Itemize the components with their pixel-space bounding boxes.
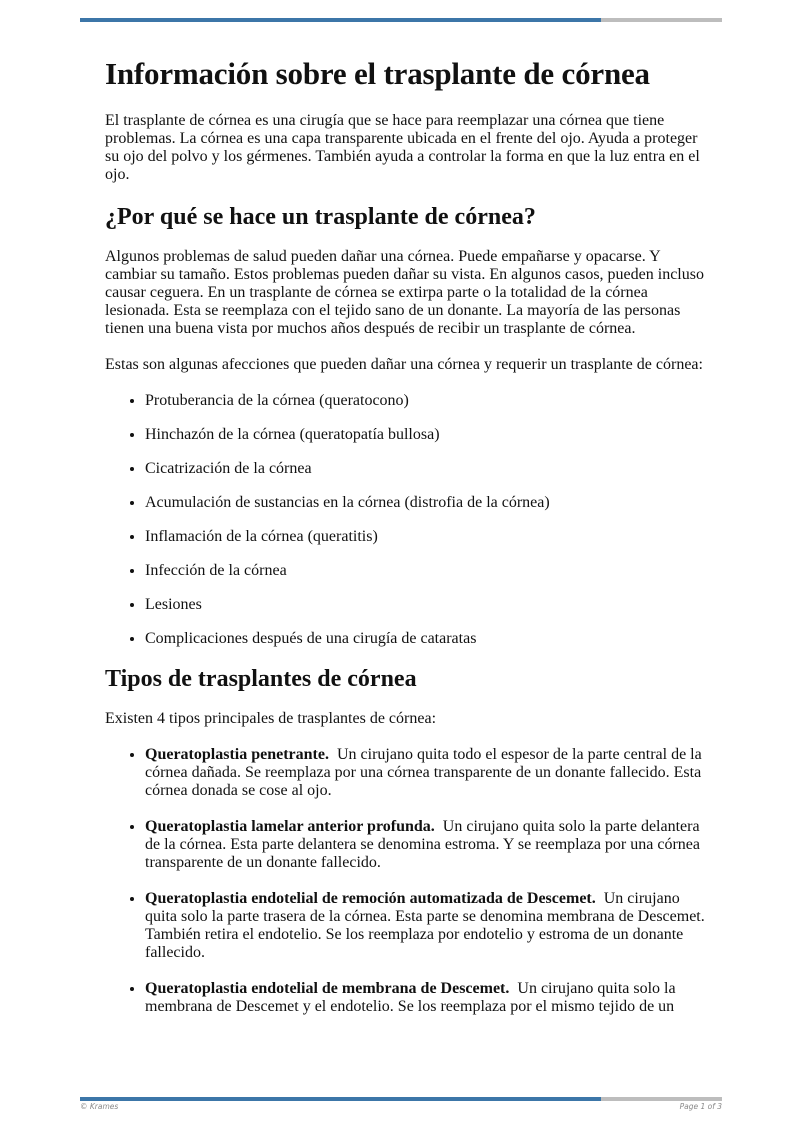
footer-rule-accent xyxy=(80,1097,601,1101)
type-name: Queratoplastia endotelial de membrana de Descemet. xyxy=(145,980,510,997)
page-title: Información sobre el trasplante de córnea xyxy=(105,56,650,91)
section-heading-types: Tipos de trasplantes de córnea xyxy=(105,666,417,692)
footer-rule-gray xyxy=(601,1097,722,1101)
list-item xyxy=(145,890,705,962)
type-description: Un cirujano quita solo la parte delantera de la córnea. Esta parte delantera se denomina estroma. Y se reemplaza por una córnea transparente de un donante fallecido. xyxy=(145,818,700,871)
type-name: Queratoplastia lamelar anterior profunda. xyxy=(145,818,435,835)
list-item: • Hinchazón de la córnea (queratopatía bullosa) xyxy=(145,426,705,444)
list-item xyxy=(145,818,705,872)
header-rule-gray xyxy=(601,18,722,22)
list-item: • Inflamación de la córnea (queratitis) xyxy=(145,528,705,546)
list-item: • Infección de la córnea xyxy=(145,562,705,580)
type-name: Queratoplastia penetrante. xyxy=(145,746,329,763)
list-item xyxy=(145,980,705,1016)
conditions-intro: Estas son algunas afecciones que pueden dañar una córnea y requerir un trasplante de córnea: xyxy=(105,356,703,373)
type-description: Un cirujano quita solo la membrana de Descemet y el endotelio. Se los reemplaza por el mismo tejido de un xyxy=(145,980,676,1015)
copyright-text: © Krames xyxy=(80,1102,119,1111)
conditions-list xyxy=(105,392,705,648)
list-item: • Protuberancia de la córnea (queratocono) xyxy=(145,392,705,410)
type-name: Queratoplastia endotelial de remoción automatizada de Descemet. xyxy=(145,890,596,907)
page-number: Page 1 of 3 xyxy=(679,1102,722,1111)
section-heading-why: ¿Por qué se hace un trasplante de córnea? xyxy=(105,204,536,230)
list-item: • Cicatrización de la córnea xyxy=(145,460,705,478)
type-description: Un cirujano quita solo la parte trasera de la córnea. Esta parte se denomina membrana de Descemet. También retira el endotelio. Se los reemplaza por endotelio y estroma de un donante fallecido. xyxy=(145,890,705,961)
types-intro: Existen 4 tipos principales de trasplantes de córnea: xyxy=(105,710,437,727)
header-rule xyxy=(80,18,722,22)
list-item: • Lesiones xyxy=(145,596,705,614)
list-item: • Complicaciones después de una cirugía de cataratas xyxy=(145,630,705,648)
intro-paragraph: El trasplante de córnea es una cirugía que se hace para reemplazar una córnea que tiene problemas. La córnea es una capa transparente ubicada en el frente del ojo. Ayuda a proteger su ojo del polvo y los gérmenes. También ayuda a controlar la forma en que la luz entra en el ojo. xyxy=(105,112,700,183)
why-paragraph: Algunos problemas de salud pueden dañar una córnea. Puede empañarse y opacarse. Y cambiar su tamaño. Estos problemas pueden dañar su vista. En algunos casos, pueden incluso causar ceguera. En un trasplante de córnea se extirpa parte o la totalidad de la córnea lesionada. Esta se reemplaza con el tejido sano de un donante. La mayoría de las personas tienen una buena vista por muchos años después de recibir un trasplante de córnea. xyxy=(105,248,704,337)
types-list xyxy=(105,746,705,1016)
type-description: Un cirujano quita todo el espesor de la parte central de la córnea dañada. Se reemplaza por una córnea transparente de un donante fallecido. Esta córnea donada se cose al ojo. xyxy=(145,746,702,799)
list-item xyxy=(145,746,705,800)
list-item: • Acumulación de sustancias en la córnea (distrofia de la córnea) xyxy=(145,494,705,512)
document-body xyxy=(105,54,705,1034)
footer-rule xyxy=(80,1097,722,1101)
page-footer xyxy=(80,1102,722,1111)
header-rule-accent xyxy=(80,18,601,22)
